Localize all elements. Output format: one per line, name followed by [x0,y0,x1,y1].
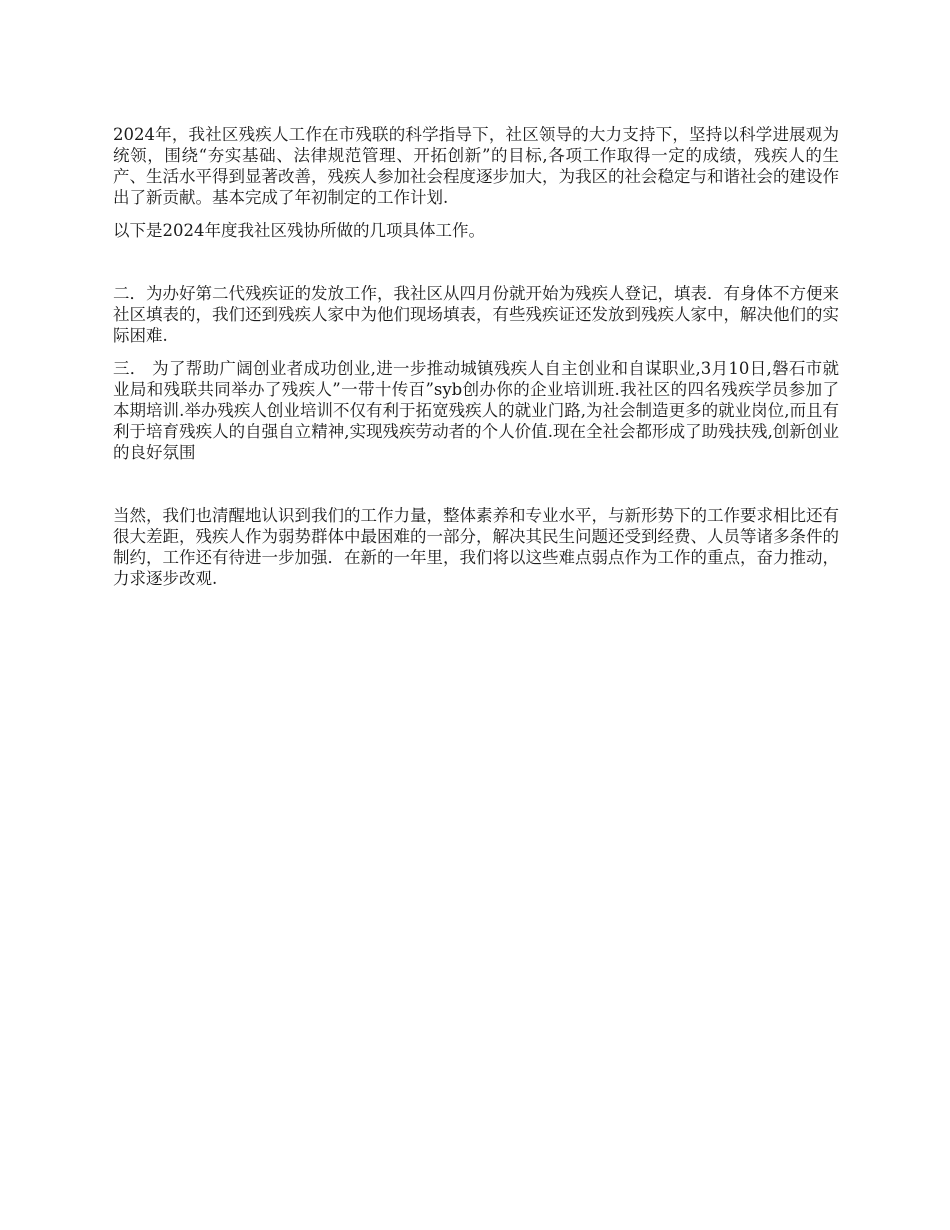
paragraph-intro: 2024年，我社区残疾人工作在市残联的科学指导下，社区领导的大力支持下，坚持以科学进展观为统领，围绕“夯实基础、法律规范管理、开拓创新”的目标,各项工作取得一定的成绩，残疾人的生产、生活水平得到显著改善，残疾人参加社会程度逐步加大，为我区的社会稳定与和谐社会的建设作出了新贡献。基本完成了年初制定的工作计划. [113,125,839,207]
paragraph-item-three: 三． 为了帮助广阔创业者成功创业,进一步推动城镇残疾人自主创业和自谋职业,3月10日,磐石市就业局和残联共同举办了残疾人”一带十传百”syb创办你的企业培训班.我社区的四名残疾学员参加了本期培训.举办残疾人创业培训不仅有利于拓宽残疾人的就业门路,为社会制造更多的就业岗位,而且有利于培育残疾人的自强自立精神,实现残疾劳动者的个人价值.现在全社会都形成了助残扶残,创新创业的良好氛围 [113,359,839,462]
document-body [113,124,839,589]
paragraph-conclusion: 当然，我们也清醒地认识到我们的工作力量，整体素养和专业水平，与新形势下的工作要求相比还有很大差距，残疾人作为弱势群体中最困难的一部分，解决其民生问题还受到经费、人员等诸多条件的制约，工作还有待进一步加强．在新的一年里，我们将以这些难点弱点作为工作的重点，奋力推动，力求逐步改观. [113,506,839,588]
paragraph-summary-lead: 以下是2024年度我社区残协所做的几项具体工作。 [113,221,485,240]
spacer [113,208,839,220]
spacer [113,241,839,283]
paragraph-item-two: 二．为办好第二代残疾证的发放工作，我社区从四月份就开始为残疾人登记，填表．有身体不方便来社区填表的，我们还到残疾人家中为他们现场填表，有些残疾证还发放到残疾人家中，解决他们的实际困难. [113,284,839,345]
spacer [113,463,839,505]
spacer [113,346,839,358]
